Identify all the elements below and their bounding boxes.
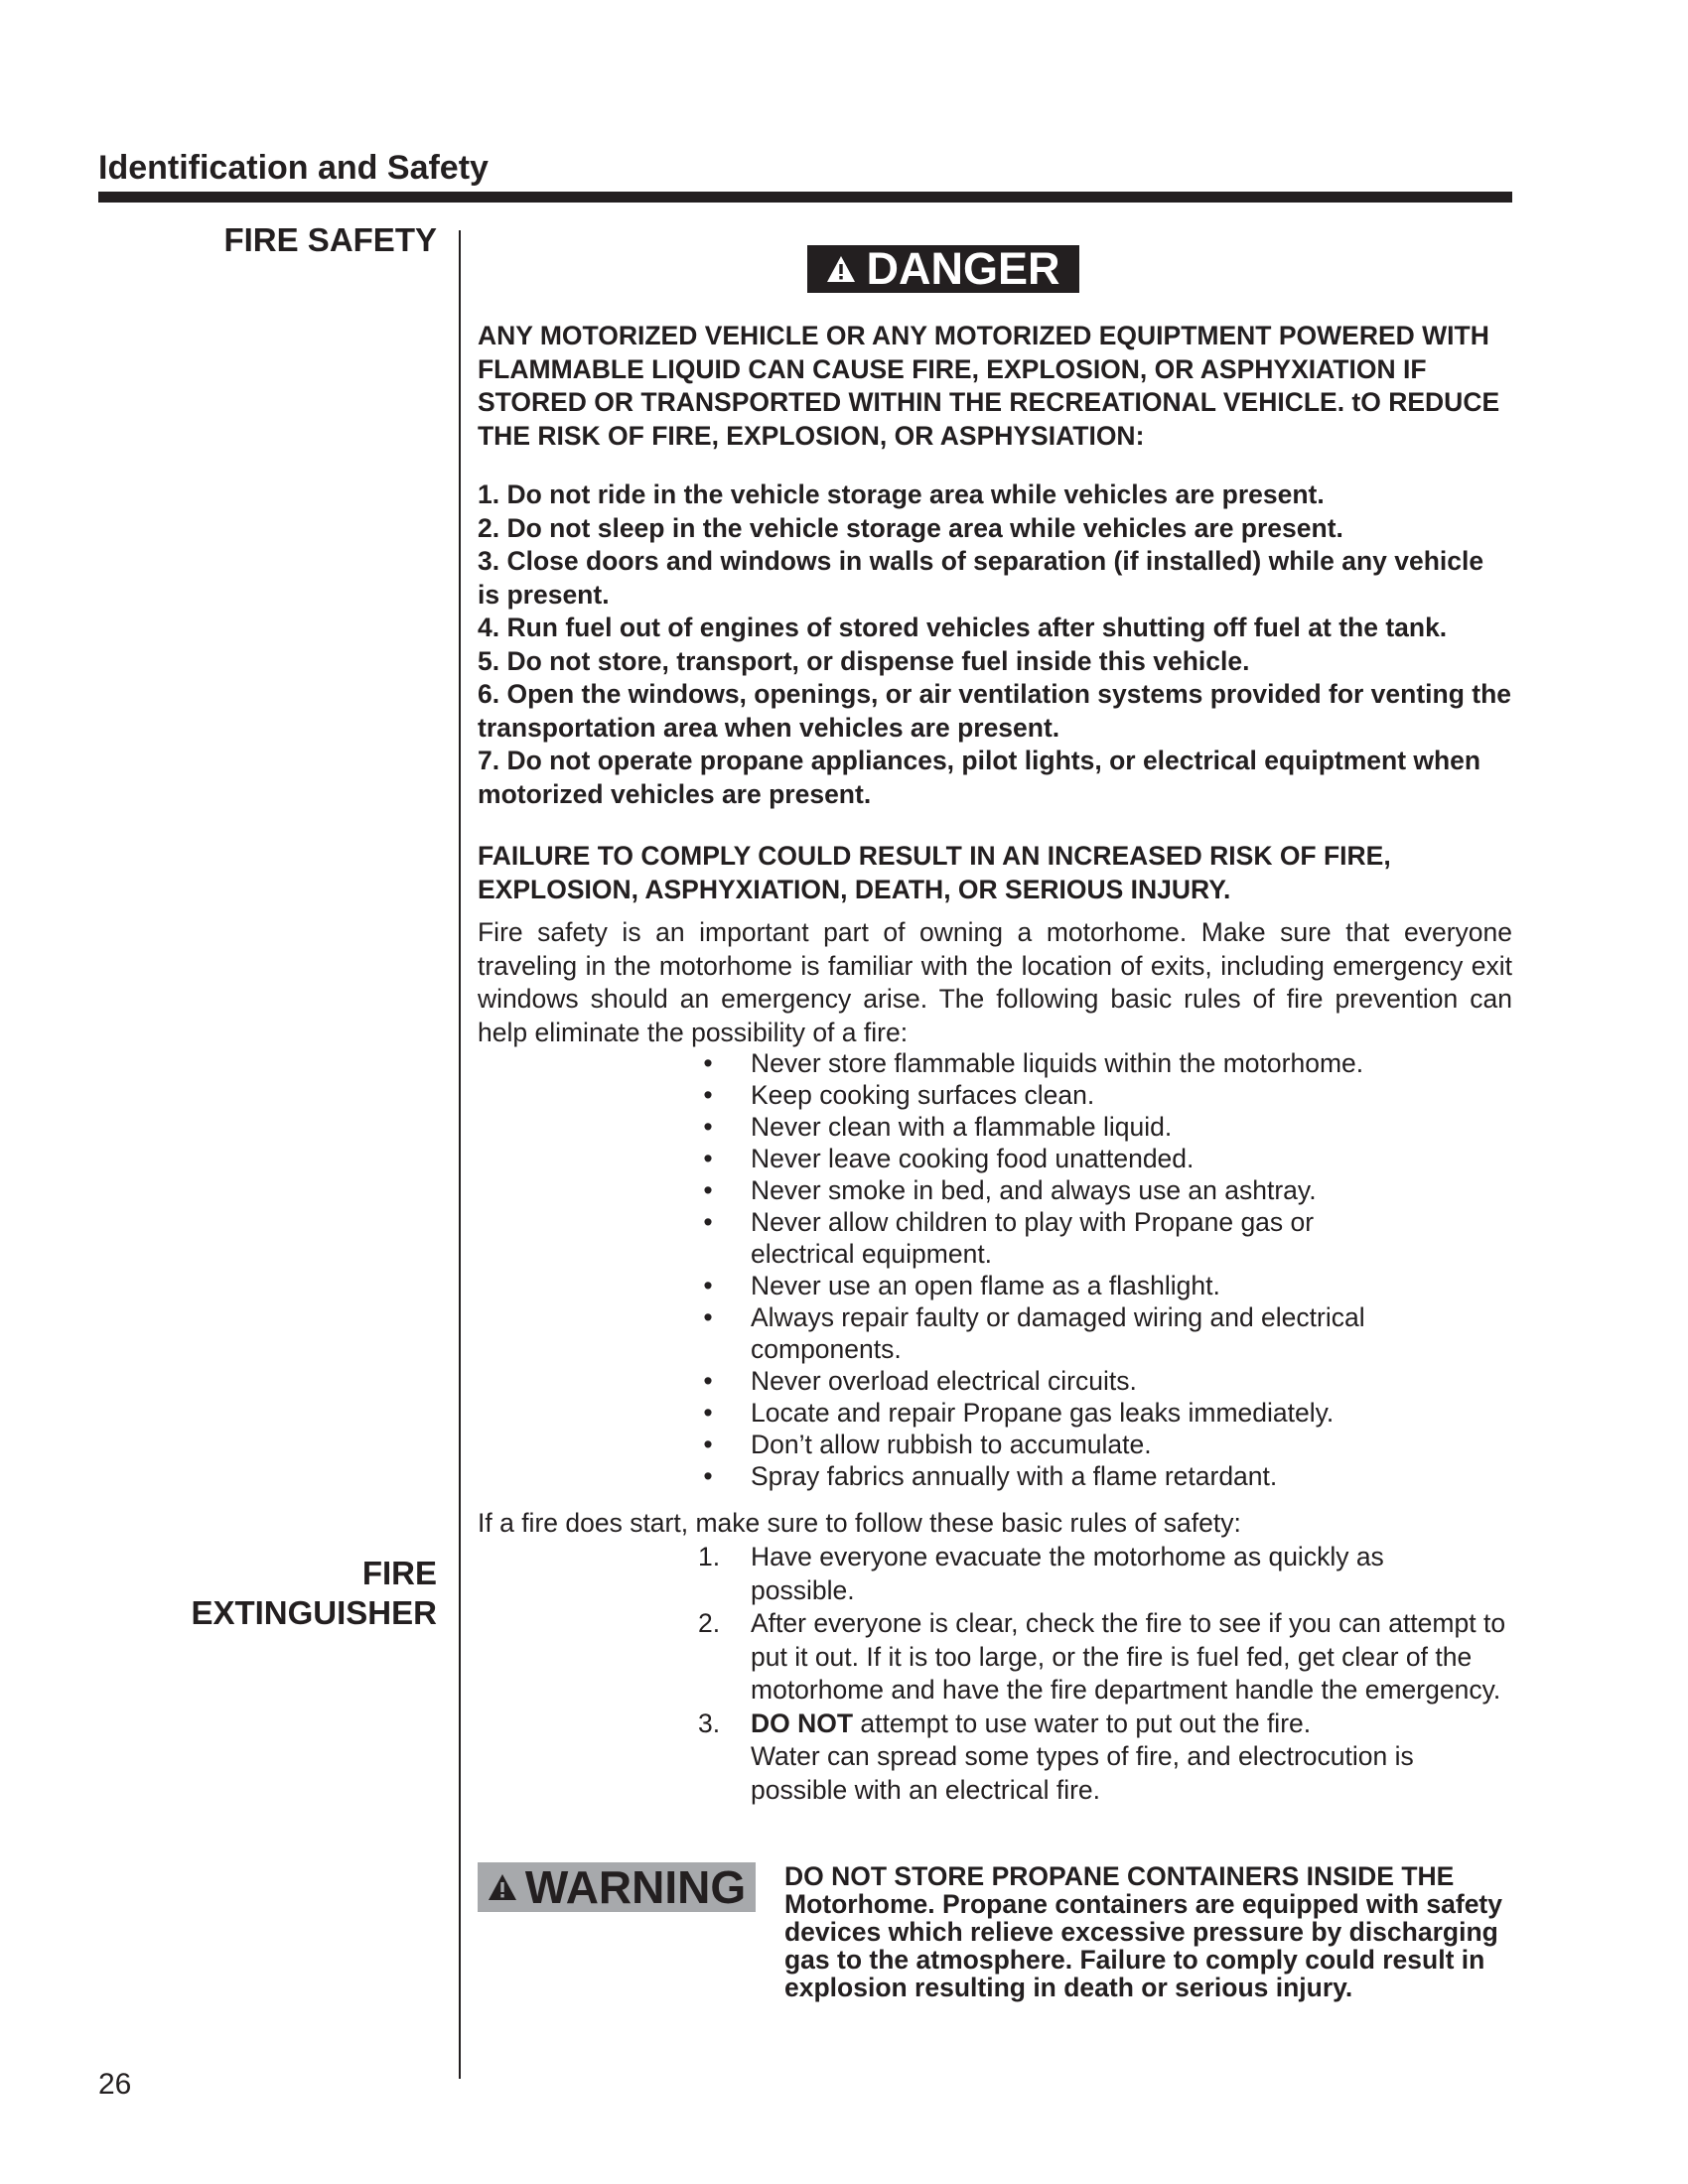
warning-text: DO NOT STORE PROPANE CONTAINERS INSIDE THE Motorhome. Propane containers are equipped with safety devices which relieve excessive pressure by discharging gas to the atmosphere. Failure to comply could result in explosion resulting in death or serious injury. [784, 1861, 1502, 2002]
side-heading-fire-extinguisher-line2: EXTINGUISHER [191, 1594, 437, 1631]
bullet-mark: • [703, 1430, 713, 1459]
warning-banner [478, 1862, 756, 1912]
list-item: • Never leave cooking food unattended. [698, 1143, 1512, 1174]
danger-rule: 6. Open the windows, openings, or air ventilation systems provided for venting the transportation area when vehicles are present. [478, 679, 1512, 743]
bullet-mark: • [703, 1366, 713, 1396]
list-item: • Never clean with a flammable liquid. [698, 1111, 1512, 1143]
warning-label: WARNING [524, 1861, 747, 1913]
list-item: • Never overload electrical circuits. [698, 1365, 1512, 1397]
fire-prevention-list [698, 1047, 1512, 1492]
danger-rule: 2. Do not sleep in the vehicle storage area while vehicles are present. [478, 512, 1343, 543]
step-number: 3. [698, 1707, 721, 1738]
list-item: 1. Have everyone evacuate the motorhome as quickly as possible. [698, 1542, 1384, 1605]
bullet-mark: • [703, 1302, 713, 1332]
column-divider [459, 230, 461, 2079]
danger-banner [807, 245, 1079, 293]
list-item: • Don’t allow rubbish to accumulate. [698, 1429, 1512, 1460]
list-item: • Locate and repair Propane gas leaks immediately. [698, 1397, 1512, 1429]
fire-start-steps [698, 1541, 1512, 1807]
danger-rule: 7. Do not operate propane appliances, pilot lights, or electrical equiptment when motorized vehicles are present. [478, 746, 1481, 809]
side-heading-fire-extinguisher-line1: FIRE [361, 1555, 437, 1591]
bullet-mark: • [703, 1175, 713, 1205]
bullet-mark: • [703, 1112, 713, 1142]
list-item: • Never use an open flame as a flashlight. [698, 1270, 1512, 1301]
danger-failure-notice: FAILURE TO COMPLY COULD RESULT IN AN INCREASED RISK OF FIRE, EXPLOSION, ASPHYXIATION, DEATH, OR SERIOUS INJURY. [478, 841, 1391, 904]
list-item: • Never allow children to play with Propane gas or electrical equipment. [698, 1206, 1366, 1270]
step-number: 2. [698, 1608, 721, 1638]
list-item: 3. DO NOT attempt to use water to put out the fire. Water can spread some types of fire, and electrocution is possible with an electrical fire. [698, 1707, 1414, 1805]
danger-label: DANGER [866, 243, 1060, 294]
danger-rule: 3. Close doors and windows in walls of separation (if installed) while any vehicle is present. [478, 546, 1484, 610]
danger-rule: 5. Do not store, transport, or dispense fuel inside this vehicle. [478, 645, 1250, 676]
step-number: 1. [698, 1542, 721, 1571]
list-item: • Never smoke in bed, and always use an ashtray. [698, 1174, 1512, 1206]
side-heading-fire-safety: FIRE SAFETY [223, 221, 437, 258]
list-item: • Always repair faulty or damaged wiring and electrical components. [698, 1301, 1466, 1365]
danger-rule: 4. Run fuel out of engines of stored vehicles after shutting off fuel at the tank. [478, 613, 1448, 642]
list-item: • Never store flammable liquids within the motorhome. [698, 1047, 1512, 1079]
side-heading-fire-extinguisher [191, 1554, 437, 1633]
list-item: • Keep cooking surfaces clean. [698, 1079, 1512, 1111]
bullet-mark: • [703, 1398, 713, 1428]
bullet-mark: • [703, 1048, 713, 1078]
bullet-mark: • [703, 1080, 713, 1110]
danger-intro: ANY MOTORIZED VEHICLE OR ANY MOTORIZED EQUIPTMENT POWERED WITH FLAMMABLE LIQUID CAN CAUSE FIRE, EXPLOSION, OR ASPHYXIATION IF STORED OR TRANSPORTED WITHIN THE RECREATIONAL VEHICLE. tO REDUCE THE RISK OF FIRE, EXPLOSION, OR ASPHYSIATION: [478, 321, 1500, 451]
danger-rule: 1. Do not ride in the vehicle storage area while vehicles are present. [478, 479, 1325, 509]
bullet-mark: • [703, 1271, 713, 1300]
list-item: • Spray fabrics annually with a flame retardant. [698, 1460, 1512, 1492]
bullet-mark: • [703, 1144, 713, 1173]
warning-triangle-icon [488, 1873, 517, 1901]
warning-triangle-icon [826, 255, 856, 283]
section-title: Identification and Safety [98, 149, 489, 187]
fire-safety-paragraph: Fire safety is an important part of owning a motorhome. Make sure that everyone traveling in the motorhome is familiar with the location of exits, including emergency exit windows should an emergency arise. The following basic rules of fire prevention can help eliminate the possibility of a fire: [478, 917, 1512, 1047]
bullet-mark: • [703, 1207, 713, 1237]
do-not-emphasis: DO NOT [751, 1707, 854, 1738]
bullet-mark: • [703, 1461, 713, 1491]
header-rule [98, 192, 1512, 203]
danger-rules [478, 478, 1512, 811]
page-number: 26 [98, 2068, 132, 2101]
list-item: 2. After everyone is clear, check the fire to see if you can attempt to put it out. If it is too large, or the fire is fuel fed, get clear of the motorhome and have the fire department handle the emergency. [698, 1608, 1506, 1705]
fire-start-intro: If a fire does start, make sure to follow these basic rules of safety: [478, 1508, 1241, 1538]
